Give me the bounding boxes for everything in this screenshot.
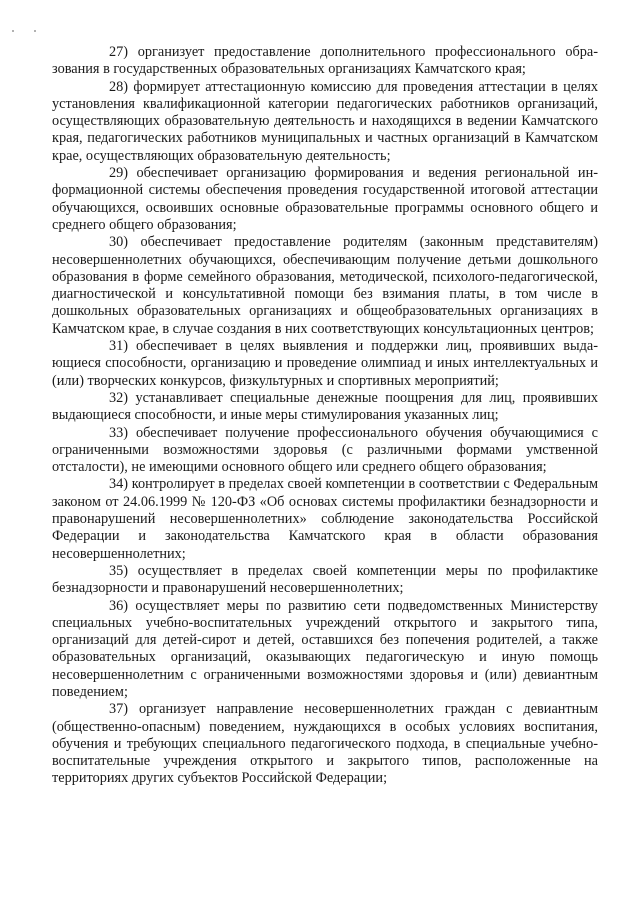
paragraph-33: 33) обеспечивает получение профессионального обучения обучающимися с ограниченными возможностями здоровья (с различными формами умственной отсталости), не имеющими основного общего или среднего общего образования; [52,424,598,476]
paragraph-35: 35) осуществляет в пределах своей компетенции меры по профилактике безнадзорности и правонарушений несовершеннолетних; [52,562,598,597]
paragraph-34: 34) контролирует в пределах своей компетенции в соответствии с Федеральным законом от 24.06.1999 № 120-ФЗ «Об основах системы профилактики безнадзорности и правонарушений несовершеннолетних» соблюдение законодательства Российской Федерации и законодательства Камчатского края в области образования несовершеннолетних; [52,476,598,562]
paragraph-30: 30) обеспечивает предоставление родителям (законным представителям) несовершеннолетних обучающихся, обеспечивающим получение детьми дошкольного образования в форме семейного образования, методической, психолого-педагогической, диагностической и консультативной помощи без взимания платы, в том числе в дошкольных образовательных организациях и общеобразовательных организациях в Камчатском крае, в случае создания в них соответствующих консультационных центров; [52,234,598,337]
paragraph-27: 27) организует предоставление дополнительного профессионального образования в государственных образовательных организациях Камчатского края; [52,44,598,78]
paragraph-37: 37) организует направление несовершеннолетних граждан с девиантным (общественно-опасным) поведением, нуждающихся в особых условиях воспитания, обучения и требующих специального педагогического подхода, в специальные учебно-воспитательные учреждения открытого и закрытого типов, расположенные на территориях других субъектов Российской Федерации; [52,701,598,787]
paragraph-28: 28) формирует аттестационную комиссию для проведения аттестации в целях установления квалификационной категории педагогических работников организаций, осуществляющих образовательную деятельность и находящихся в ведении Камчатского края, педагогических работников муниципальных и частных организаций в Камчатском крае, осуществляющих образовательную деятельность; [52,78,598,164]
paragraph-31: 31) обеспечивает в целях выявления и поддержки лиц, проявивших выдающиеся способности, организацию и проведение олимпиад и иных интеллектуальных и (или) творческих конкурсов, физкультурных и спортивных мероприятий; [52,338,598,389]
scan-artifact [12,30,38,34]
paragraph-36: 36) осуществляет меры по развитию сети подведомственных Министерству специальных учебно-воспитательных учреждений открытого и закрытого типа, организаций для детей-сирот и детей, оставшихся без попечения родителей, а также образовательных организаций, оказывающих педагогическую и иную помощь несовершеннолетним с ограниченными возможностями здоровья и (или) девиантным поведением; [52,597,598,700]
paragraph-32: 32) устанавливает специальные денежные поощрения для лиц, проявивших выдающиеся способности, и иные меры стимулирования указанных лиц; [52,389,598,424]
paragraph-29: 29) обеспечивает организацию формирования и ведения региональной информационной системы обеспечения проведения государственной итоговой аттестации обучающихся, освоивших основные образовательные программы основного общего и среднего общего образования; [52,165,598,233]
